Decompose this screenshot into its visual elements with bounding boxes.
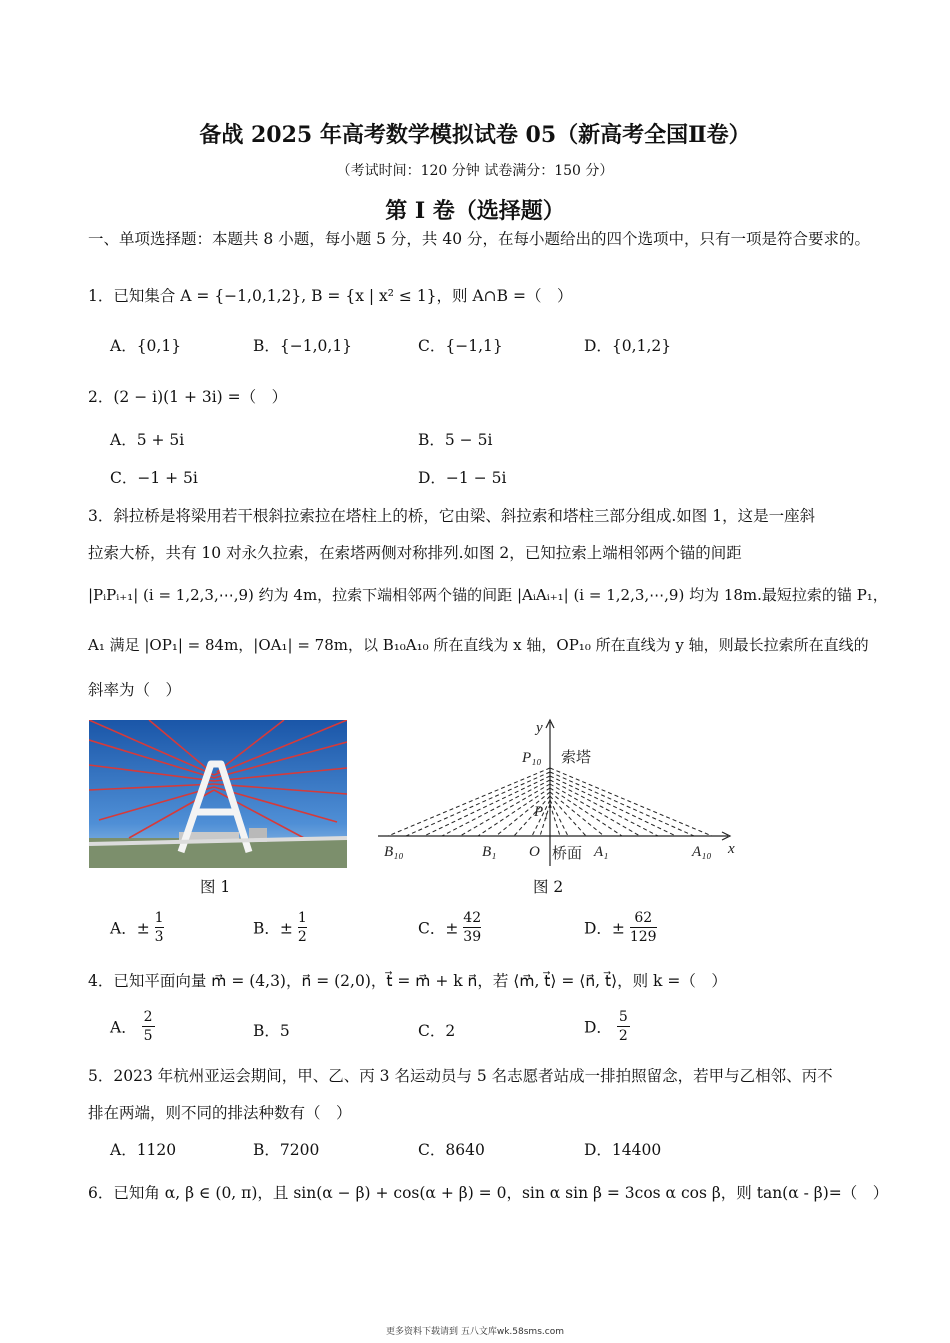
q3-option-c: C．± $\frac{42}{39}$ <box>418 910 482 945</box>
label-a10: A₁₀ <box>692 844 712 860</box>
q1-option-c: C．{−1,1} <box>418 337 503 355</box>
q3-option-d: D．± $\frac{62}{129}$ <box>584 910 657 945</box>
part-instructions: 一、单项选择题：本题共 8 小题，每小题 5 分，共 40 分，在每小题给出的四个选项中，只有一项是符合要求的。 <box>88 230 871 248</box>
q1-option-b: B．{−1,0,1} <box>253 337 353 355</box>
q2-option-d: D．−1 − 5i <box>418 469 507 487</box>
question-3-line-5: 斜率为（ ） <box>88 681 182 699</box>
label-deck: 桥面 <box>552 846 583 862</box>
label-tower: 索塔 <box>561 750 592 766</box>
question-3-line-3: |PᵢPᵢ₊₁| (i = 1,2,3,⋯,9) 约为 4m，拉索下端相邻两个锚的间距 |AᵢAᵢ₊₁| (i = 1,2,3,⋯,9) 均为 18m.最短拉索的锚 P₁， <box>88 586 888 604</box>
question-3-line-2: 拉索大桥，共有 10 对永久拉索，在索塔两侧对称排列.如图 2，已知拉索上端相邻两个锚的间距 <box>88 544 742 562</box>
question-5-line-2: 排在两端，则不同的排法种数有（ ） <box>88 1104 352 1122</box>
question-3-line-4: A₁ 满足 |OP₁| = 84m，|OA₁| = 78m，以 B₁₀A₁₀ 所在直线为 x 轴，OP₁₀ 所在直线为 y 轴，则最长拉索所在直线的 <box>88 636 869 654</box>
label-p10: P₁₀ <box>522 750 542 766</box>
cable-stay-diagram <box>378 716 740 868</box>
question-4-stem: 4．已知平面向量 m⃗ = (4,3)，n⃗ = (2,0)，t⃗ = m⃗ + k n⃗，若 ⟨m⃗, t⃗⟩ = ⟨n⃗, t⃗⟩，则 k =（ ） <box>88 972 727 990</box>
question-2-stem: 2．(2 − i)(1 + 3i) =（ ） <box>88 388 288 406</box>
question-1-stem: 1．已知集合 A = {−1,0,1,2}, B = {x | x² ≤ 1}，则 A∩B =（ ） <box>88 287 573 305</box>
q1-option-a: A．{0,1} <box>110 337 182 355</box>
question-6-stem: 6．已知角 α, β ∈ (0, π)，且 sin(α − β) + cos(α + β) = 0，sin α sin β = 3cos α cos β，则 tan(α - β)=（ ） <box>88 1184 889 1202</box>
q3-option-a: A．± $\frac{1}{3}$ <box>110 910 164 945</box>
q4-option-c: C．2 <box>418 1022 456 1040</box>
document-title: 备战 2025 年高考数学模拟试卷 05（新高考全国Ⅱ卷） <box>199 122 751 148</box>
q4-option-a: A． $\frac{2}{5}$ <box>110 1009 153 1044</box>
q4-option-d: D． $\frac{5}{2}$ <box>584 1009 628 1044</box>
q5-option-a: A．1120 <box>110 1141 177 1159</box>
q2-option-b: B．5 − 5i <box>418 431 493 449</box>
label-origin: O <box>529 844 540 860</box>
q5-option-b: B．7200 <box>253 1141 320 1159</box>
y-axis-label: y <box>536 720 543 736</box>
figure-1-caption: 图 1 <box>200 878 231 896</box>
figure-2-caption: 图 2 <box>533 878 564 896</box>
label-p1: P₁ <box>534 804 549 820</box>
bridge-photo <box>89 720 347 868</box>
page-footer: 更多资料下载请到 五八文库wk.58sms.com <box>386 1327 564 1337</box>
q2-option-a: A．5 + 5i <box>110 431 185 449</box>
x-axis-label: x <box>728 841 735 857</box>
label-b10: B₁₀ <box>384 844 404 860</box>
label-b1: B₁ <box>482 844 497 860</box>
question-5-line-1: 5．2023 年杭州亚运会期间，甲、乙、丙 3 名运动员与 5 名志愿者站成一排拍照留念，若甲与乙相邻、丙不 <box>88 1067 833 1085</box>
q1-option-d: D．{0,1,2} <box>584 337 672 355</box>
q2-option-c: C．−1 + 5i <box>110 469 198 487</box>
section-heading: 第 I 卷（选择题） <box>385 198 565 224</box>
exam-info: （考试时间：120 分钟 试卷满分：150 分） <box>336 163 614 179</box>
label-a1: A₁ <box>594 844 609 860</box>
q3-option-b: B．± $\frac{1}{2}$ <box>253 910 307 945</box>
question-3-line-1: 3．斜拉桥是将梁用若干根斜拉索拉在塔柱上的桥，它由梁、斜拉索和塔柱三部分组成.如图 1，这是一座斜 <box>88 507 816 525</box>
q5-option-c: C．8640 <box>418 1141 485 1159</box>
q4-option-b: B．5 <box>253 1022 290 1040</box>
q5-option-d: D．14400 <box>584 1141 662 1159</box>
